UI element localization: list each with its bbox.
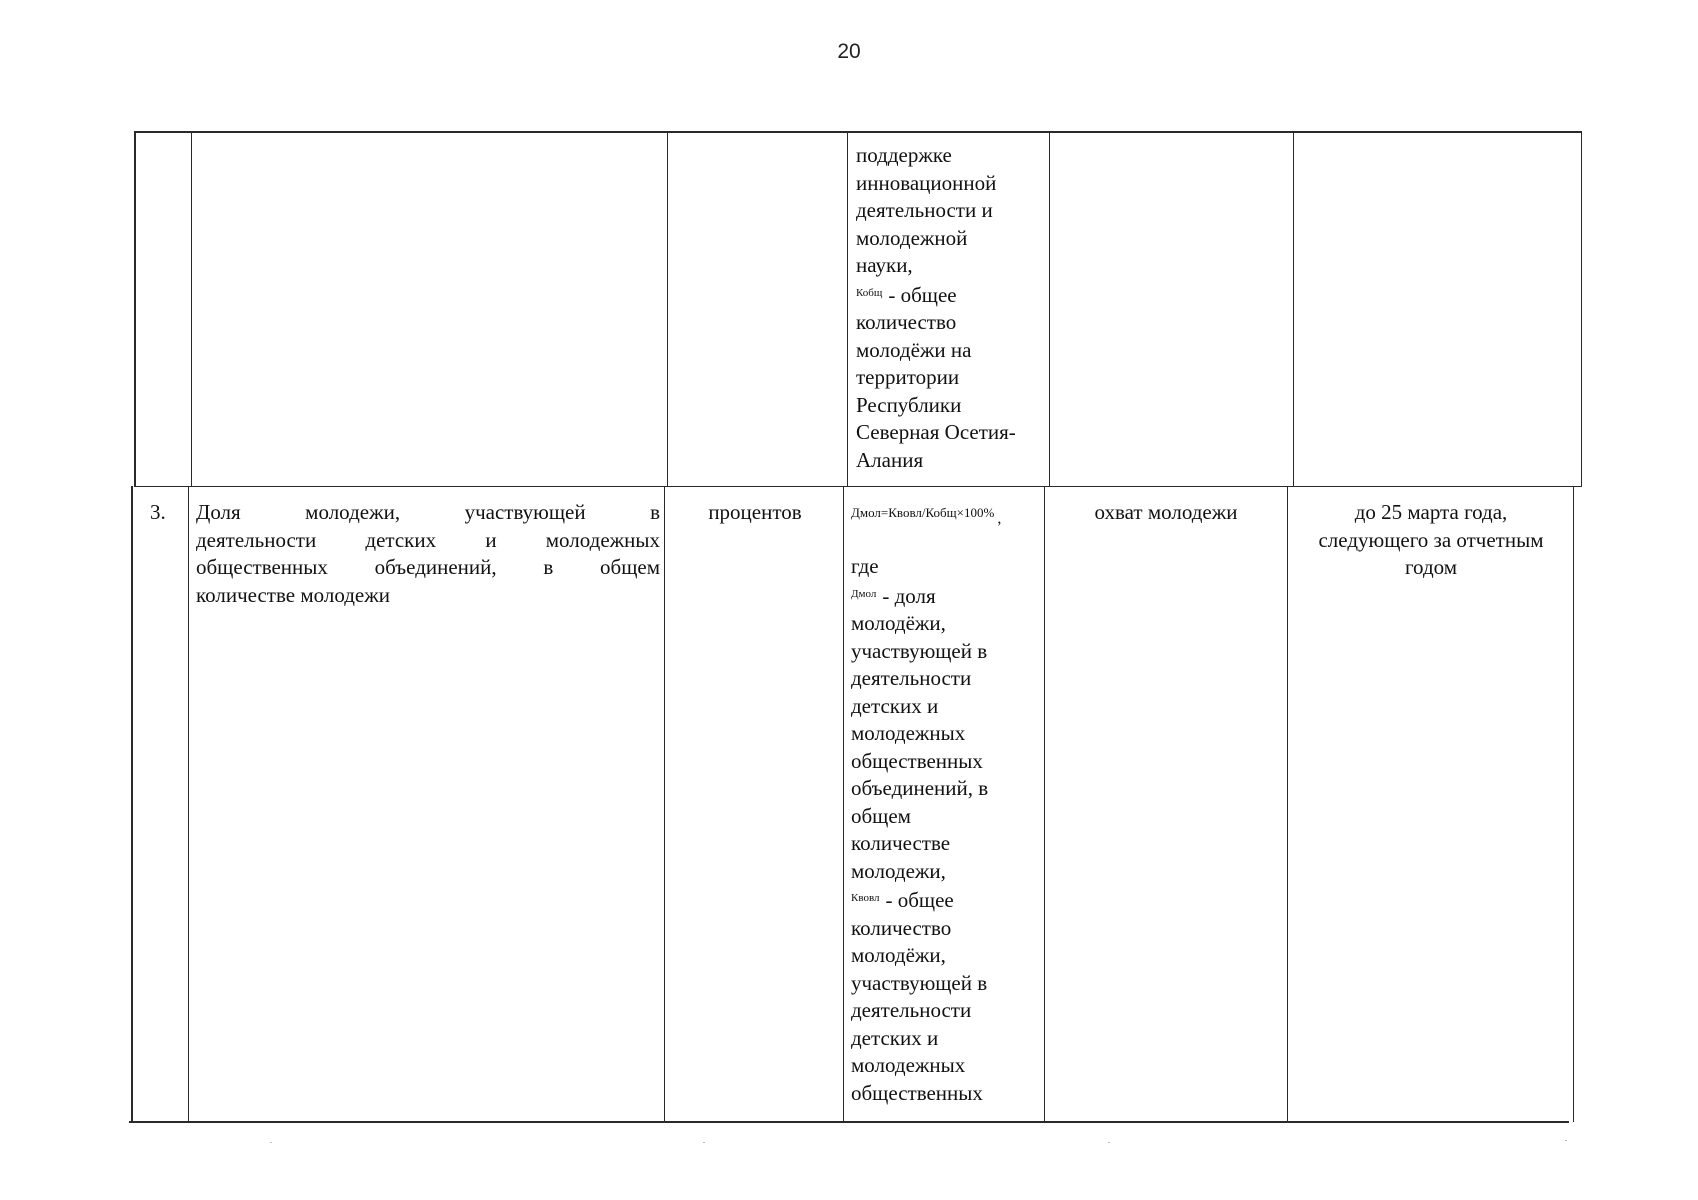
vline-2a	[191, 131, 192, 487]
source-cell: охват молодежи	[1094, 500, 1238, 524]
vline-3a	[667, 131, 668, 487]
deadline-line: следующего за отчетным	[1318, 527, 1544, 552]
vline-4b	[843, 486, 844, 1122]
k-vovl-symbol: Квовл	[851, 892, 880, 904]
method-line: деятельности и	[856, 198, 993, 222]
deadline-line: до 25 марта года,	[1354, 500, 1508, 524]
method-line: Северная Осетия-	[856, 420, 1016, 444]
vline-3b	[664, 486, 665, 1122]
vline-7a	[1581, 131, 1582, 487]
indicator-line: количестве молодежи	[196, 582, 390, 607]
method-line: территории	[856, 365, 960, 389]
method-line: молодёжи,	[851, 611, 946, 635]
row-number: 3.	[150, 500, 166, 524]
vline-6a	[1293, 131, 1294, 487]
method-line: объединений, в	[851, 776, 989, 800]
method-line: науки,	[856, 253, 913, 277]
top-row-method-cell	[856, 142, 1046, 474]
unit-cell: процентов	[708, 500, 802, 524]
table-bottom-border	[129, 1121, 1569, 1123]
indicator-line: деятельности детских и молодежных	[196, 527, 660, 552]
vline-7b	[1573, 486, 1574, 1122]
method-line: детских и	[851, 693, 939, 718]
method-line: молодёжи на	[856, 337, 972, 362]
method-line: деятельности	[851, 666, 972, 690]
method-line: молодёжи,	[851, 943, 946, 967]
method-cell	[851, 497, 1041, 1107]
k-obsh-text: общее	[900, 282, 957, 307]
method-line: количество	[851, 915, 952, 940]
method-line: Республики	[856, 392, 962, 417]
method-line-k-obsh	[856, 280, 1046, 310]
scan-speck	[703, 1142, 705, 1143]
dash: -	[885, 888, 893, 912]
method-line: количестве	[851, 831, 951, 855]
method-line: количество	[856, 310, 957, 334]
method-line: общественных	[851, 1080, 983, 1105]
method-line-k-vovl	[851, 885, 1041, 915]
indicator-name-cell	[196, 499, 660, 609]
method-line: где	[851, 554, 879, 578]
vline-6b	[1287, 486, 1288, 1122]
vline-2b	[188, 486, 189, 1122]
scan-speck	[270, 1142, 272, 1143]
deadline-cell	[1289, 499, 1573, 582]
vline-1b	[131, 486, 133, 1122]
method-line: молодежи,	[851, 858, 946, 883]
vline-5a	[1049, 131, 1050, 487]
method-line: общественных	[851, 748, 983, 773]
vline-5b	[1044, 486, 1045, 1122]
d-mol-text: доля	[894, 583, 936, 608]
k-vovl-text: общее	[897, 888, 954, 912]
dash: -	[888, 282, 896, 307]
row-separator	[134, 486, 1582, 487]
method-line-d-mol	[851, 581, 1041, 611]
method-line: молодежных	[851, 1053, 966, 1077]
formula: Дмол=Квовл/Кобщ×100%	[851, 505, 995, 520]
method-line: участвующей в	[851, 638, 988, 663]
method-line: инновационной	[856, 170, 997, 195]
method-line: поддержке	[856, 143, 952, 167]
formula-line	[851, 497, 1041, 553]
method-line: детских и	[851, 1025, 939, 1050]
dash: -	[882, 583, 890, 608]
table-top-border	[134, 131, 1582, 133]
k-obsh-symbol: Кобщ	[856, 286, 883, 299]
indicator-line: Доля молодежи, участвующей в	[196, 500, 660, 524]
deadline-line: годом	[1404, 555, 1458, 579]
vline-1a	[134, 131, 136, 487]
formula-comma: ,	[997, 510, 1002, 527]
method-line: участвующей в	[851, 970, 988, 995]
method-line: молодежной	[856, 225, 968, 250]
vline-4a	[847, 131, 848, 487]
d-mol-symbol: Дмол	[851, 587, 877, 600]
scan-speck	[1108, 1142, 1110, 1143]
scan-speck	[1565, 1140, 1567, 1141]
method-line: Алания	[856, 447, 924, 472]
method-line: общем	[851, 803, 911, 828]
method-line: молодежных	[851, 721, 966, 745]
indicator-line: общественных объединений, в общем	[196, 555, 660, 579]
page-number: 20	[837, 40, 861, 63]
method-line: деятельности	[851, 998, 972, 1022]
